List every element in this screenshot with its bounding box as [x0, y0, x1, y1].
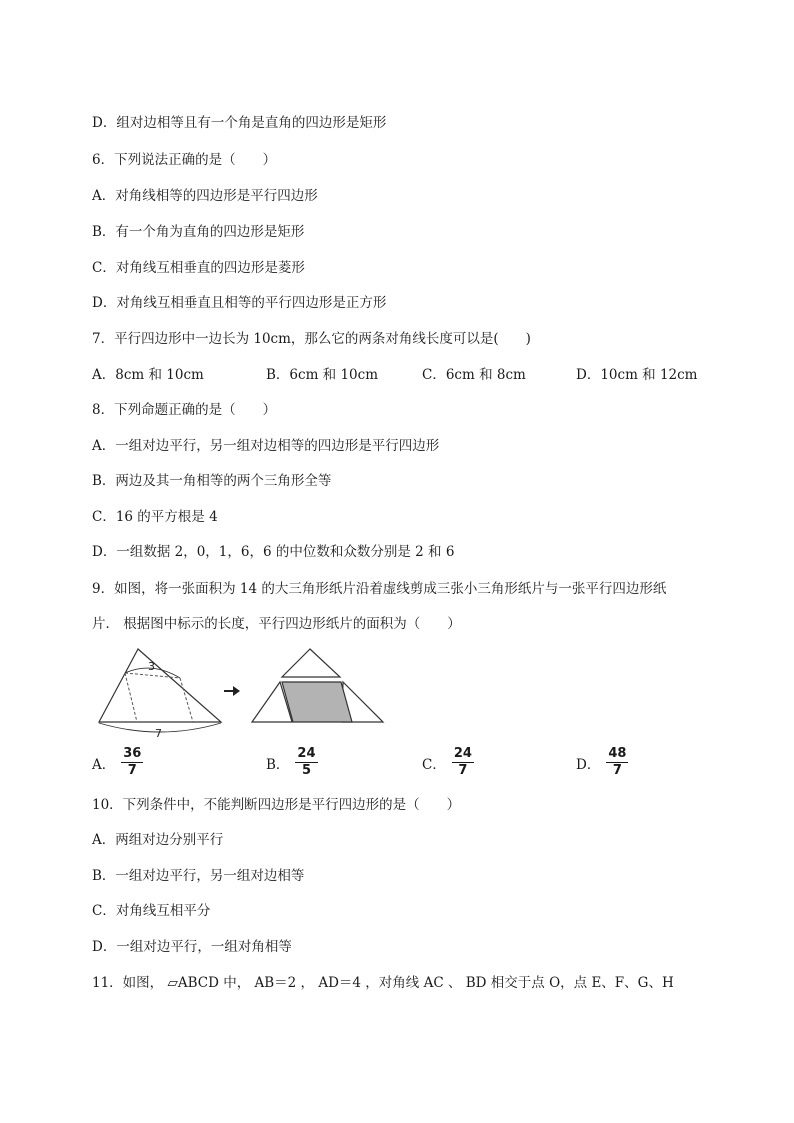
q9-option-b: [266, 747, 318, 778]
q8-option-c: C．16 的平方根是 4: [92, 509, 218, 525]
q6-option-c: C．对角线互相垂直的四边形是菱形: [92, 260, 305, 276]
q10-option-a: A．两组对边分别平行: [92, 832, 224, 848]
q6-option-a: A．对角线相等的四边形是平行四边形: [92, 188, 318, 204]
cut-line-right: [180, 678, 193, 722]
q10-stem: 10．下列条件中，不能判断四边形是平行四边形的是（ ）: [92, 797, 461, 813]
q9-stem-line1: 9．如图，将一张面积为 14 的大三角形纸片沿着虚线剪成三张小三角形纸片与一张平行四边形纸: [92, 581, 667, 597]
q10-option-c: C．对角线互相平分: [92, 903, 211, 919]
piece-parallelogram: [282, 682, 352, 722]
fraction-denominator: 7: [612, 763, 622, 778]
option-letter: B．: [266, 756, 290, 773]
cut-line-left: [125, 673, 137, 722]
fraction-denominator: 7: [127, 763, 137, 778]
q6-option-b: B．有一个角为直角的四边形是矩形: [92, 224, 305, 240]
q7-option-a: A．8cm 和 10cm: [92, 367, 204, 383]
q9-stem-line2: 片． 根据图中标示的长度，平行四边形纸片的面积为（ ）: [92, 616, 461, 632]
q8-option-a: A．一组对边平行，另一组对边相等的四边形是平行四边形: [92, 438, 440, 454]
q5-option-d: D．组对边相等且有一个角是直角的四边形是矩形: [92, 115, 387, 131]
q7-option-b: B．6cm 和 10cm: [266, 367, 378, 383]
q9-figure: [92, 645, 392, 740]
q6-stem: 6．下列说法正确的是（ ）: [92, 152, 277, 168]
fraction-numerator: 48: [608, 746, 627, 761]
arrow-icon: [224, 686, 240, 696]
q8-stem: 8．下列命题正确的是（ ）: [92, 402, 277, 418]
q9-option-c: [422, 747, 474, 778]
q7-option-d: D．10cm 和 12cm: [576, 367, 698, 383]
fraction-numerator: 36: [123, 746, 142, 761]
q8-option-b: B．两边及其一角相等的两个三角形全等: [92, 473, 332, 489]
q7-stem: 7．平行四边形中一边长为 10cm，那么它的两条对角线长度可以是( ): [92, 331, 531, 347]
top-length-label: 3: [148, 660, 155, 673]
fraction-numerator: 24: [297, 746, 316, 761]
option-letter: D．: [576, 756, 601, 773]
base-length-label: 7: [155, 727, 162, 740]
option-letter: A．: [92, 756, 116, 773]
q10-option-b: B．一组对边平行，另一组对边相等: [92, 868, 305, 884]
option-letter: C．: [422, 756, 446, 773]
fraction-denominator: 5: [301, 763, 311, 778]
q8-option-d: D．一组数据 2，0，1，6，6 的中位数和众数分别是 2 和 6: [92, 544, 455, 560]
q9-option-d: [576, 747, 628, 778]
q6-option-d: D．对角线互相垂直且相等的平行四边形是正方形: [92, 295, 387, 311]
big-triangle: [99, 649, 221, 722]
piece-top-triangle: [282, 649, 340, 677]
q7-option-c: C．6cm 和 8cm: [422, 367, 526, 383]
q10-option-d: D．一组对边平行，一组对角相等: [92, 939, 292, 955]
q11-stem: 11．如图， ▱ABCD 中， AB＝2 ， AD＝4 ，对角线 AC 、 BD 相交于点 O，点 E、F、G、H: [92, 975, 674, 991]
q9-option-a: [92, 747, 143, 778]
fraction-numerator: 24: [453, 746, 472, 761]
fraction-denominator: 7: [458, 763, 468, 778]
